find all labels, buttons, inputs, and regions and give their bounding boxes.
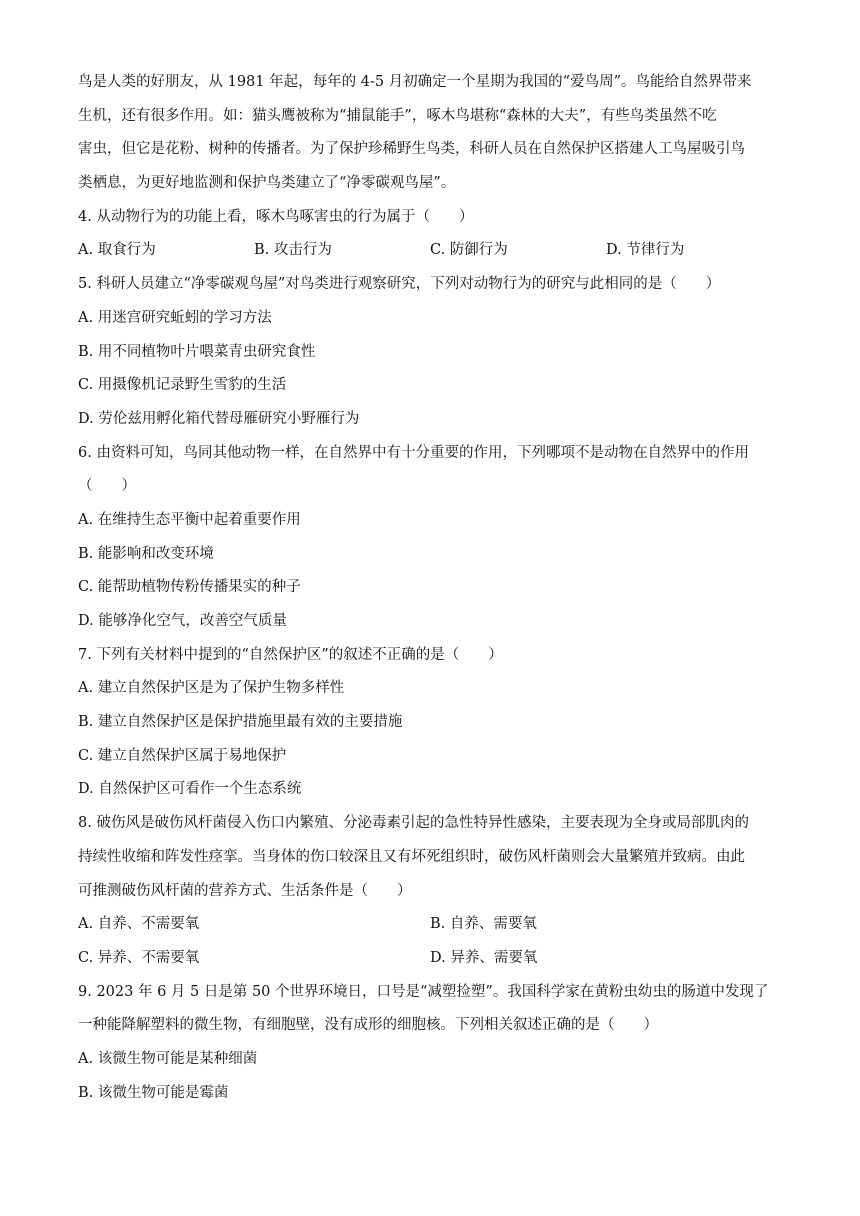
option-d[interactable]: D. 能够净化空气，改善空气质量 — [78, 613, 287, 629]
question-8-stem: 8. 破伤风是破伤风杆菌侵入伤口内繁殖、分泌毒素引起的急性特异性感染，主要表现为全身或局部肌肉的 — [78, 815, 749, 832]
passage-line: 类栖息，为更好地监测和保护鸟类建立了“净零碳观鸟屋”。 — [78, 175, 456, 192]
option-c[interactable]: C. 防御行为 — [430, 242, 508, 259]
passage-line: 鸟是人类的好朋友，从 1981 年起，每年的 4-5 月初确定一个星期为我国的“爱鸟周”。鸟能给自然界带来 — [78, 74, 752, 90]
question-6 — [78, 437, 800, 639]
option-d[interactable]: D. 异养、需要氧 — [430, 949, 538, 966]
question-4 — [78, 201, 800, 268]
question-9-stem: 9. 2023 年 6 月 5 日是第 50 个世界环境日，口号是“减塑捡塑”。我国科学家在黄粉虫幼虫的肠道中发现了 — [78, 983, 769, 1000]
passage-line: 生机，还有很多作用。如：猫头鹰被称为“捕鼠能手”，啄木鸟堪称“森林的大夫”，有些鸟类虽然不吃 — [78, 107, 717, 124]
question-4-stem: 4. 从动物行为的功能上看，啄木鸟啄害虫的行为属于（ ） — [78, 208, 474, 225]
option-c[interactable]: C. 能帮助植物传粉传播果实的种子 — [78, 579, 301, 596]
option-a[interactable]: A. 该微生物可能是某种细菌 — [78, 1050, 258, 1067]
question-8-options-row-2 — [78, 942, 800, 976]
option-b[interactable]: B. 能影响和改变环境 — [78, 545, 214, 562]
option-a[interactable]: A. 自养、不需要氧 — [78, 916, 200, 933]
question-8-stem-cont: 持续性收缩和阵发性痉挛。当身体的伤口较深且又有坏死组织时，破伤风杆菌则会大量繁殖并致病。由此 — [78, 848, 745, 865]
question-5 — [78, 268, 800, 436]
question-4-options — [78, 234, 800, 268]
question-7-stem: 7. 下列有关材料中提到的“自然保护区”的叙述不正确的是（ ） — [78, 646, 503, 663]
option-d[interactable]: D. 节律行为 — [606, 242, 685, 259]
option-a[interactable]: A. 用迷宫研究蚯蚓的学习方法 — [78, 309, 272, 326]
option-c[interactable]: C. 用摄像机记录野生雪豹的生活 — [78, 377, 287, 394]
option-b[interactable]: B. 用不同植物叶片喂菜青虫研究食性 — [78, 343, 316, 360]
question-8-stem-cont: 可推测破伤风杆菌的营养方式、生活条件是（ ） — [78, 882, 412, 899]
option-c[interactable]: C. 建立自然保护区属于易地保护 — [78, 747, 287, 764]
question-6-stem: 6. 由资料可知，鸟同其他动物一样，在自然界中有十分重要的作用，下列哪项不是动物在自然界中的作用 — [78, 444, 749, 461]
option-b[interactable]: B. 自养、需要氧 — [430, 916, 537, 933]
question-5-stem: 5. 科研人员建立“净零碳观鸟屋”对鸟类进行观察研究，下列对动物行为的研究与此相同的是（ ） — [78, 276, 721, 293]
option-b[interactable]: B. 该微生物可能是霉菌 — [78, 1084, 229, 1101]
option-a[interactable]: A. 取食行为 — [78, 242, 156, 259]
question-9-stem-cont: 一种能降解塑料的微生物，有细胞壁，没有成形的细胞核。下列相关叙述正确的是（ ） — [78, 1017, 658, 1034]
option-a[interactable]: A. 在维持生态平衡中起着重要作用 — [78, 511, 301, 528]
option-c[interactable]: C. 异养、不需要氧 — [78, 949, 200, 966]
option-b[interactable]: B. 攻击行为 — [254, 242, 332, 259]
question-7 — [78, 639, 800, 807]
question-6-stem-cont: （ ） — [78, 478, 136, 495]
option-b[interactable]: B. 建立自然保护区是保护措施里最有效的主要措施 — [78, 714, 403, 731]
option-a[interactable]: A. 建立自然保护区是为了保护生物多样性 — [78, 680, 345, 697]
reading-passage — [78, 66, 800, 201]
question-8-options-row-1 — [78, 908, 800, 942]
option-d[interactable]: D. 自然保护区可看作一个生态系统 — [78, 781, 302, 798]
question-9 — [78, 976, 800, 1111]
passage-line: 害虫，但它是花粉、树种的传播者。为了保护珍稀野生鸟类，科研人员在自然保护区搭建人工鸟屋吸引鸟 — [78, 141, 745, 158]
option-d[interactable]: D. 劳伦兹用孵化箱代替母雁研究小野雁行为 — [78, 410, 360, 427]
question-8 — [78, 807, 800, 975]
